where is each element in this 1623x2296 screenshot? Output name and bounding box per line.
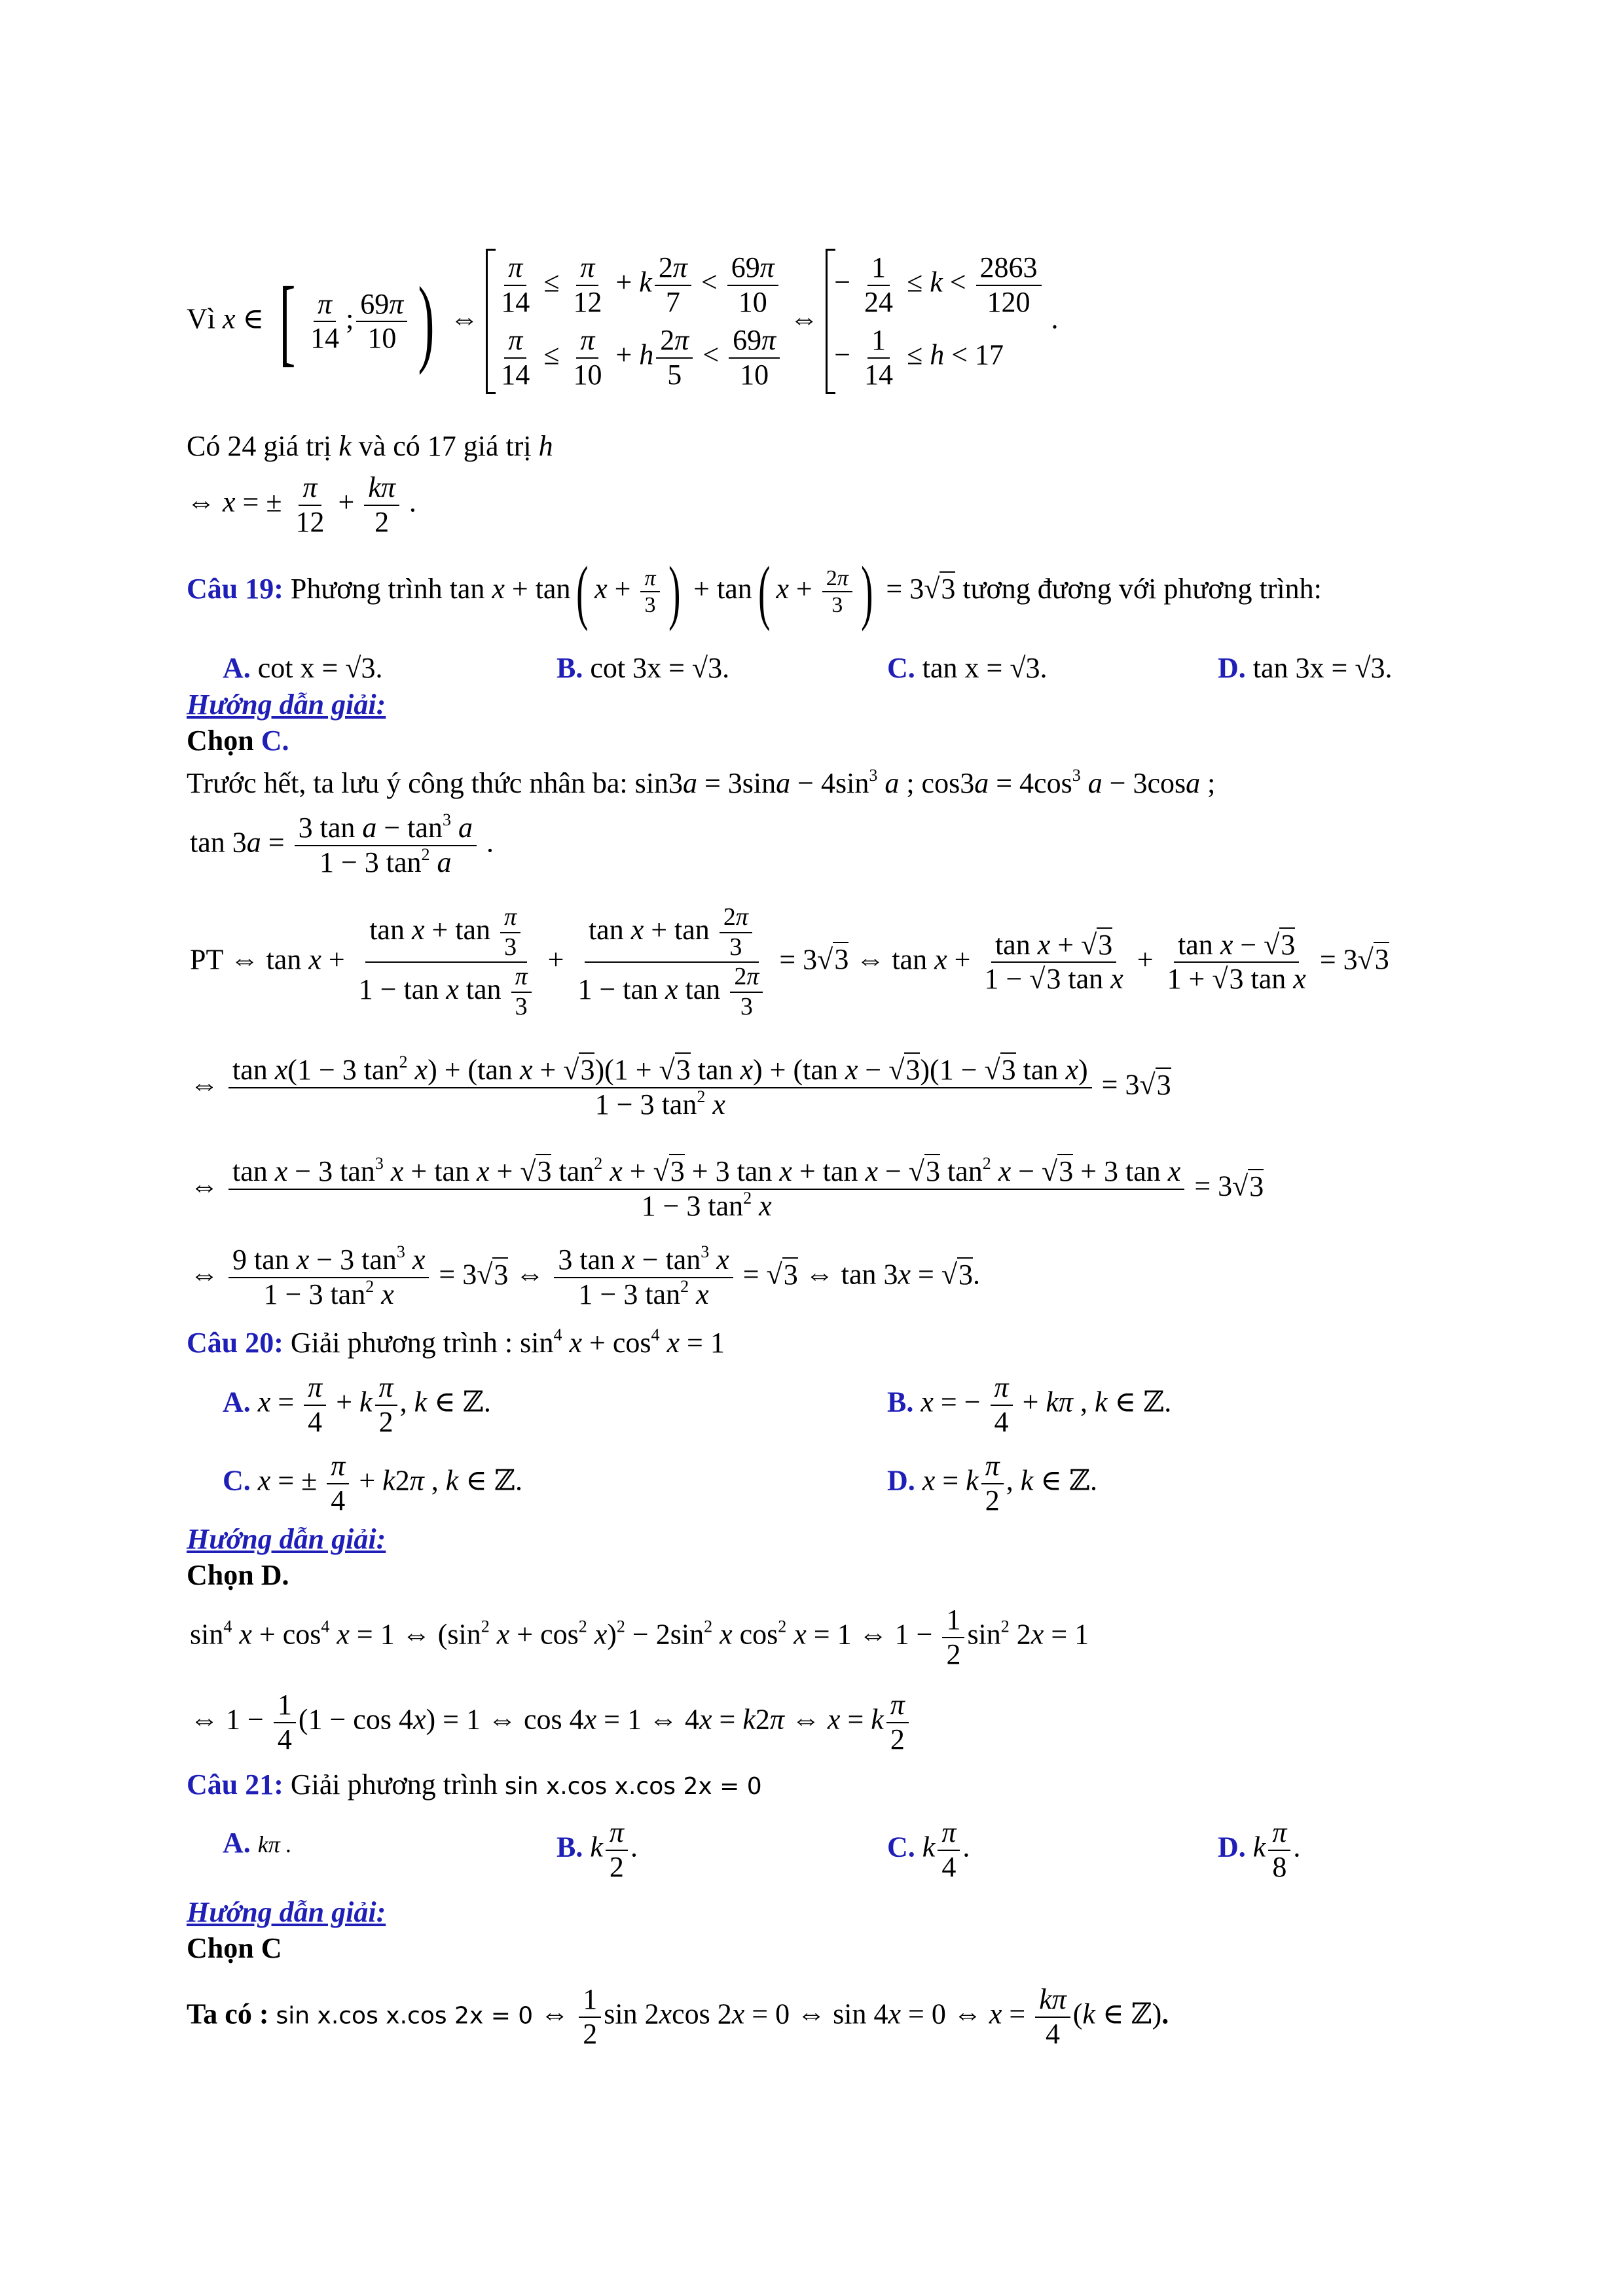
q19-statement: Câu 19: Phương trình tan x + tan( x + $\frac{\pi}{3}$ ) + tan( x + $\frac{2\pi}{3}$ ) = 3√3 tương đương với phương trình: [187, 552, 1322, 632]
q19-option-a[interactable]: A. cot x = √3. [223, 652, 383, 684]
q21-solution: Ta có : sin x.cos x.cos 2x = 0 ⇔ $\frac{1}{2}$ sin 2xcos 2x = 0 ⇔ sin 4x = 0 ⇔ x = $\frac{k\pi}{4}$ (k ∈ ℤ). [187, 1983, 1169, 2050]
q21-option-d[interactable]: D. k $\frac{\pi}{8}$ . [1218, 1816, 1301, 1883]
interval-system: Vì x ∈ [ $\frac{\pi}{14}$ ; $\frac{69\pi}{10}$ ) ⇔ $\frac{\pi}{14}$ ≤ $\frac{\pi}{12}$ + k $\frac{2\pi}{7}$ < $\frac{69\pi}{10}$ $\frac{\pi}{14}$ ≤ $\frac{\pi}{10}$ + h $\frac{2\pi}{5}$ < $\frac{69\pi}{10}$ ⇔ − $\frac{1}{24}$ ≤ k < $\frac{2863}{120}$ − $\frac{1}{14}$ ≤ h < 17 . [187, 249, 1059, 394]
q20-option-d[interactable]: D. x = k $\frac{\pi}{2}$ , k ∈ ℤ. [887, 1450, 1097, 1516]
q19-choice: Chọn C. [187, 725, 289, 757]
q20-option-b[interactable]: B. x = − $\frac{\pi}{4}$ + kπ , k ∈ ℤ. [887, 1371, 1172, 1438]
q20-guide-heading: Hướng dẫn giải: [187, 1523, 386, 1555]
q19-guide-heading: Hướng dẫn giải: [187, 689, 386, 721]
pt-line: PT ⇔ tan x + tan x + tan $\frac{\pi}{3}$ 1 − tan x tan $\frac{\pi}{3}$ + tan x + tan $\frac{2\pi}{3}$ 1 − tan x tan $\frac{2\pi}{3}$ = 3√3 ⇔ tan x + $\frac{\text{tan x + √3}}{\text{1 − √3 tan x}}$ + $\frac{\text{tan x − √3}}{\text{1 + √3 tan x}}$ = 3√3 [190, 903, 1389, 1021]
q21-statement: Câu 21: Giải phương trình sin x.cos x.cos 2x = 0 [187, 1768, 762, 1801]
q21-choice: Chọn C [187, 1932, 282, 1964]
q19-label: Câu 19: [187, 573, 283, 605]
q21-option-b[interactable]: B. k $\frac{\pi}{2}$ . [556, 1816, 638, 1883]
q20-option-c[interactable]: C. x = ± $\frac{\pi}{4}$ + k2π , k ∈ ℤ. [223, 1450, 522, 1516]
q19-note: Trước hết, ta lưu ý công thức nhân ba: $\sin 3a = 3\sin a - 4\sin^3$ a ; $\cos 3a = 4\cos^3$ a − 3cosa ; [187, 766, 1216, 799]
q19-option-c[interactable]: C. tan x = √3. [887, 652, 1048, 684]
q20-statement: Câu 20: Giải phương trình : $\sin^4 x + \cos^4 x = 1$ [187, 1325, 725, 1359]
q19-option-b[interactable]: B. cot 3x = √3. [556, 652, 730, 684]
tan3a-formula: tan 3a = $\frac{3 \tan a - \tan^3 a}{1 - 3 \tan^2 a}$ . [190, 810, 494, 878]
q21-guide-heading: Hướng dẫn giải: [187, 1896, 386, 1928]
q21-option-a[interactable]: A. kπ . [223, 1827, 292, 1859]
q20-choice: Chọn D. [187, 1559, 289, 1591]
pt-step-4: ⇔ $\frac{9 \tan x - 3 \tan^3 x}{1 - 3 \tan^2 x}$ = 3√3 ⇔ $\frac{3 \tan x - \tan^3 x}{1 - 3 \tan^2 x}$ = √3 ⇔ tan 3x = √3. [190, 1242, 981, 1310]
q20-option-a[interactable]: A. x = $\frac{\pi}{4}$ + k $\frac{\pi}{2}$ , k ∈ ℤ. [223, 1371, 491, 1438]
q21-option-c[interactable]: C. k $\frac{\pi}{4}$ . [887, 1816, 970, 1883]
q19-option-d[interactable]: D. tan 3x = √3. [1218, 652, 1393, 684]
pt-step-3: ⇔ tan x − 3 $\tan^3 x + \tan x + √3$ $\tan^2 x + √3 + 3$ tan x + tan x − √3 $\tan^2 x - √3 + 3$ tan x 1 − 3 $\tan^2 x$ = 3√3 [190, 1154, 1264, 1222]
vi-word: Vì [187, 302, 215, 335]
q20-step-2: ⇔ 1 − $\frac{1}{4}$ (1 − cos 4x) = 1 ⇔ cos 4x = 1 ⇔ 4x = k2π ⇔ x = k $\frac{\pi}{2}$ [190, 1689, 911, 1756]
intro-conclusion: ⇔ x = ± $\frac{\pi}{12}$ + $\frac{k\pi}{2}$ . [187, 471, 416, 538]
pt-step-2: ⇔ tan x(1 − 3 $\tan^2 x) + (\tan$ x + √3)(1 + √3 tan x) + (tan x − √3)(1 − √3 tan x) 1 − 3 $\tan^2 x$ = 3√3 [190, 1052, 1171, 1121]
q20-step-1: $\sin^4 x + \cos^4 x = 1$ ⇔ ($\sin^2$ $x + \cos^2 x)^2 - 2\sin^2$ x $\cos^2 x = 1$ ⇔ 1 − $\frac{1}{2}$ $\sin^2 2x = 1$ [190, 1604, 1089, 1670]
count-line: Có 24 giá trị k và có 17 giá trị h [187, 430, 553, 462]
